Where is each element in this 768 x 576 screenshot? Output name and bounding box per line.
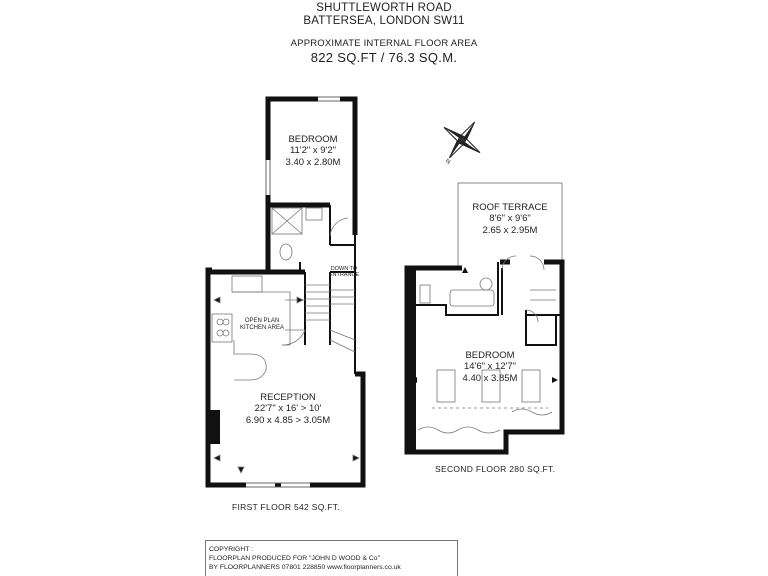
copyright-line2: FLOORPLAN PRODUCED FOR "JOHN D WOOD & Co" — [209, 555, 380, 563]
second-floor-bedroom-imperial: 14'6" x 12'7" — [463, 361, 517, 373]
fireplace-recess — [208, 410, 220, 444]
second-floor-bedroom-metric: 4.40 x 3.85M — [462, 372, 518, 384]
stair-rails — [330, 272, 355, 345]
copyright-line1: COPYRIGHT : — [209, 546, 254, 553]
second-floor-bedroom-name: BEDROOM — [465, 350, 515, 361]
area-value: 822 SQ.FT / 76.3 SQ.M. — [310, 50, 458, 65]
first-floor-inner-walls — [300, 205, 355, 374]
reception-metric: 6.90 x 4.85 > 3.05M — [245, 414, 331, 426]
address-line2: BATTERSEA, LONDON SW11 — [303, 15, 465, 27]
reception-name: RECEPTION — [260, 392, 316, 403]
stairs-note-line2: ENTRANCE — [328, 272, 360, 279]
roof-terrace-imperial: 8'6" x 9'6" — [489, 213, 531, 225]
kitchen-label — [238, 318, 286, 332]
first-floor-area-label: FIRST FLOOR 542 SQ.FT. — [232, 502, 340, 512]
second-floor-area-label: SECOND FLOOR 280 SQ.FT. — [435, 464, 556, 474]
roof-terrace-name: ROOF TERRACE — [472, 202, 548, 213]
address-line1: SHUTTLEWORTH ROAD — [316, 2, 452, 14]
stairs-note-line1: DOWN TO — [330, 266, 358, 272]
stairs-note — [326, 266, 362, 279]
first-floor-bedroom-imperial: 11'2" x 9'2" — [289, 145, 337, 157]
reception-label — [228, 392, 348, 426]
area-label: APPROXIMATE INTERNAL FLOOR AREA — [290, 38, 478, 49]
kitchen-label-line1: OPEN PLAN — [244, 318, 280, 324]
second-floor-inner-walls — [416, 262, 562, 345]
reception-dimension-arrows — [214, 297, 359, 473]
first-floor-basin — [306, 208, 322, 220]
first-floor-wc — [280, 244, 292, 260]
compass-rose — [431, 109, 492, 170]
copyright-line3: BY FLOORPLANNERS 07801 228850 www.floorplanners.co.uk — [209, 564, 401, 572]
reception-imperial: 22'7" x 16' > 10' — [254, 403, 322, 415]
first-floor-bedroom-name: BEDROOM — [288, 134, 338, 145]
kitchen-label-line2: KITCHEN AREA — [239, 324, 284, 331]
roof-terrace-metric: 2.65 x 2.95M — [482, 224, 538, 236]
roof-terrace-label — [460, 202, 560, 236]
first-floor-bedroom-metric: 3.40 x 2.80M — [285, 156, 341, 168]
copyright-box — [205, 540, 458, 576]
compass-north-label: N — [443, 158, 451, 166]
second-floor-bedroom-label — [440, 350, 540, 384]
second-floor-bath — [450, 290, 494, 306]
first-floor-living-walls — [208, 270, 363, 485]
first-floor-bedroom-label — [272, 134, 354, 168]
